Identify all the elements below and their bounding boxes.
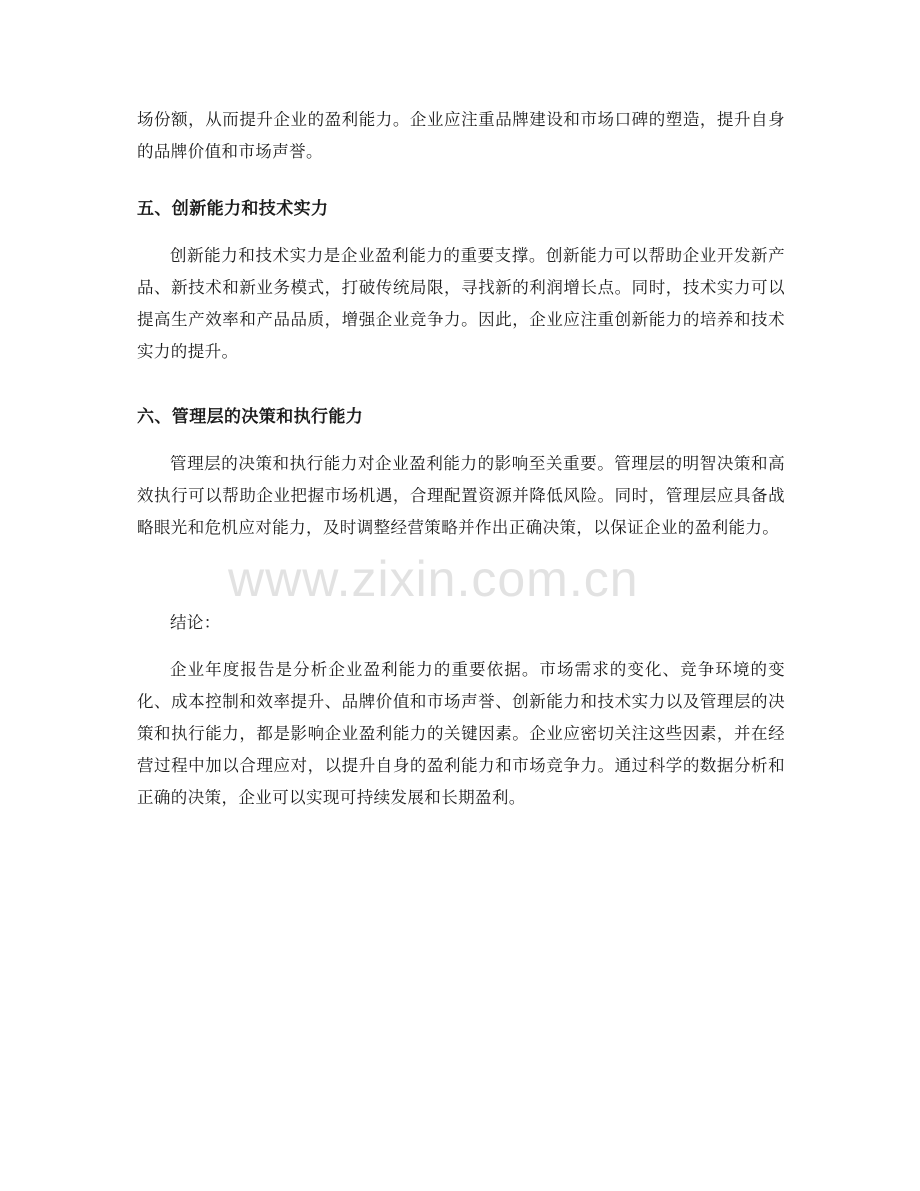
section-5-heading: 五、创新能力和技术实力 [137, 199, 329, 219]
conclusion-paragraph: 企业年度报告是分析企业盈利能力的重要依据。市场需求的变化、竞争环境的变化、成本控制和效率提升、品牌价值和市场声誉、创新能力和技术实力以及管理层的决策和执行能力，都是影响企业盈利能力的关键因素。企业应密切关注这些因素，并在经营过程中加以合理应对，以提升自身的盈利能力和市场竞争力。通过科学的数据分析和正确的决策，企业可以实现可持续发展和长期盈利。 [137, 660, 785, 807]
section-5-paragraph: 创新能力和技术实力是企业盈利能力的重要支撑。创新能力可以帮助企业开发新产品、新技术和新业务模式，打破传统局限，寻找新的利润增长点。同时，技术实力可以提高生产效率和产品品质，增强企业竞争力。因此，企业应注重创新能力的培养和技术实力的提升。 [137, 246, 785, 361]
conclusion-label: 结论： [170, 613, 221, 632]
watermark: www.zixin.com.cn [228, 551, 639, 607]
section-6-paragraph: 管理层的决策和执行能力对企业盈利能力的影响至关重要。管理层的明智决策和高效执行可以帮助企业把握市场机遇，合理配置资源并降低风险。同时，管理层应具备战略眼光和危机应对能力，及时调整经营策略并作出正确决策，以保证企业的盈利能力。 [137, 454, 785, 537]
section-6-heading: 六、管理层的决策和执行能力 [137, 407, 364, 427]
intro-paragraph: 场份额，从而提升企业的盈利能力。企业应注重品牌建设和市场口碑的塑造，提升自身的品牌价值和市场声誉。 [137, 110, 785, 161]
